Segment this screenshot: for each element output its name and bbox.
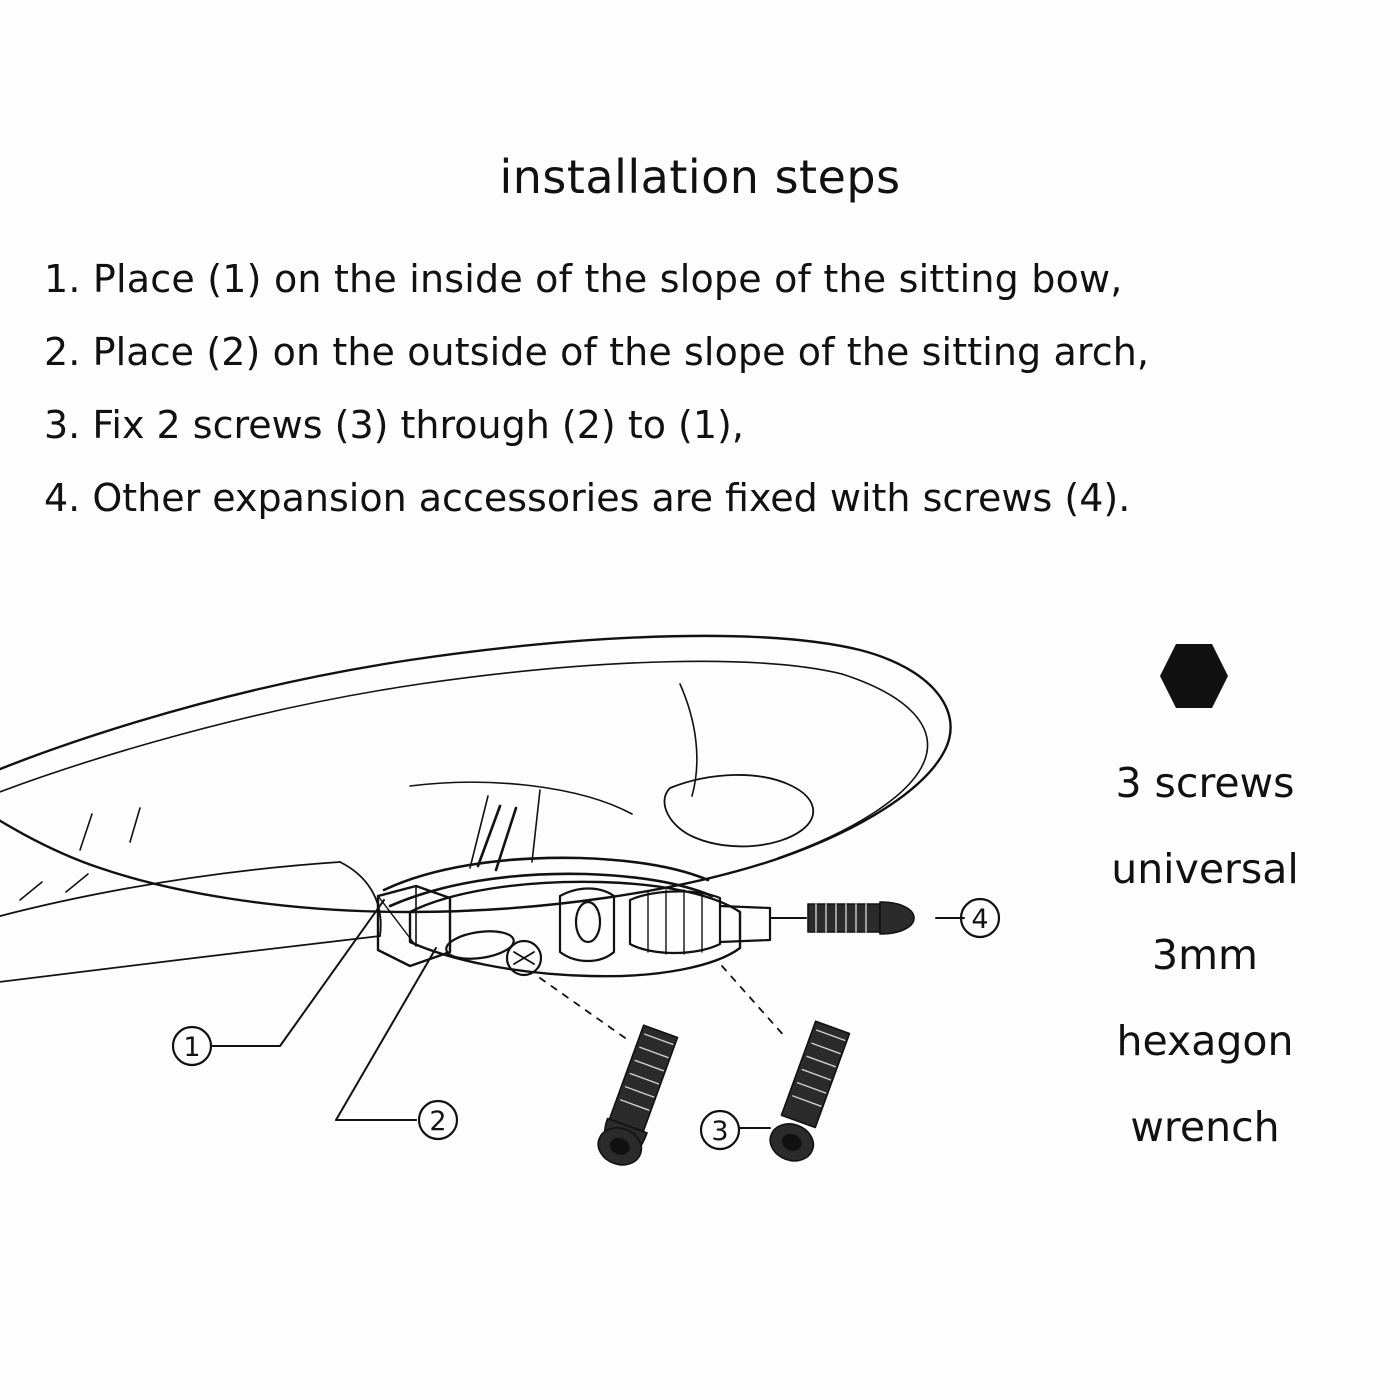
hexagon-icon xyxy=(1158,640,1230,712)
saddle-shell xyxy=(0,636,951,912)
accessory-info xyxy=(1040,740,1370,1170)
steps-list xyxy=(44,243,1364,535)
info-line-1: 3 screws xyxy=(1115,759,1295,807)
callout-badges xyxy=(173,899,999,1149)
short-screw-4 xyxy=(770,902,914,934)
assembly-diagram xyxy=(0,600,1040,1300)
step-item-2: 2. Place (2) on the outside of the slope of the sitting arch, xyxy=(44,330,1150,374)
info-line-3: 3mm xyxy=(1152,931,1258,979)
long-screws-3 xyxy=(540,966,854,1171)
info-line-4: hexagon xyxy=(1116,1017,1294,1065)
page-title: installation steps xyxy=(499,150,901,204)
svg-text:4: 4 xyxy=(971,904,989,935)
callout-leaders xyxy=(212,900,964,1128)
step-item-4: 4. Other expansion accessories are fixed with screws (4). xyxy=(44,476,1131,520)
svg-text:1: 1 xyxy=(183,1032,201,1063)
svg-text:3: 3 xyxy=(711,1116,729,1147)
info-line-2: universal xyxy=(1111,845,1299,893)
step-item-1: 1. Place (1) on the inside of the slope of the sitting bow, xyxy=(44,257,1123,301)
svg-text:2: 2 xyxy=(429,1106,447,1137)
info-line-5: wrench xyxy=(1130,1103,1280,1151)
bracket-assembly xyxy=(378,882,770,976)
step-item-3: 3. Fix 2 screws (3) through (2) to (1), xyxy=(44,403,744,447)
